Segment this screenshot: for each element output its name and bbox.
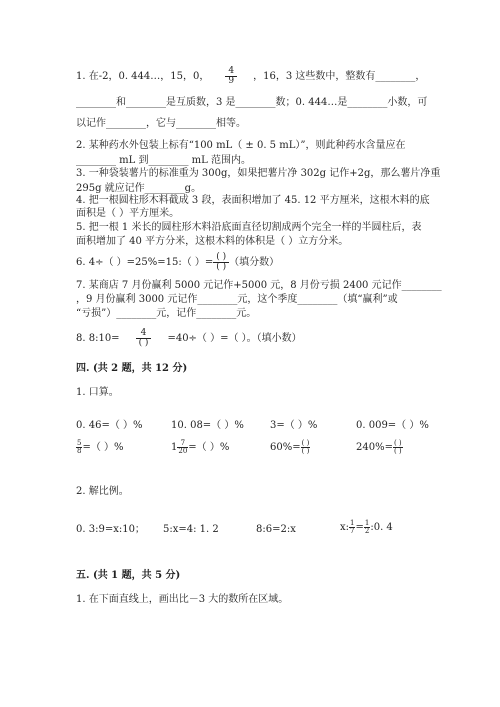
calc-0-009: 0. 009=（ ）% (356, 420, 429, 431)
q7-line3: “亏损”）________元，记作________元。 (76, 308, 257, 319)
fraction-5-8: $\frac{5}{8}$ (77, 439, 82, 455)
calc-240-percent-text: 240%= (356, 442, 393, 453)
section-4-title: 四. (共 2 题，共 12 分) (76, 363, 188, 374)
q7-line2: ，9 月份赢利 3000 元记作________元，这个季度________（填“赢利”或 (76, 294, 398, 305)
proportion-4-post: :0. 4 (370, 522, 393, 533)
calc-1-7-20-text: =（ ）% (188, 442, 230, 453)
q1-line1-text-a: 1. 在-2，0. 444…，15，0， (76, 71, 210, 82)
q1-line2: ________和________是互质数，3 是________数；0. 444…是________小数，可 (76, 97, 428, 108)
q2-line1: 2. 某种药水外包装上标有“100 mL（ ± 0. 5 mL）”，则此种药水含量应在 (76, 140, 406, 151)
proportion-4-pre: x: (340, 522, 350, 533)
section-4-q1-title: 1. 口算。 (76, 387, 119, 398)
blank-fraction: $\frac{( )}{( )}$ (393, 439, 402, 455)
calc-1-7-20 (171, 440, 229, 455)
fraction-1-7: $\frac{1}{7}$ (350, 519, 355, 535)
q8-line (76, 329, 302, 348)
q2-line2: ________ mL 到________ mL 范围内。 (76, 155, 251, 166)
calc-240-percent (356, 440, 403, 455)
q4-line2: 面积是（ ）平方厘米。 (76, 208, 180, 219)
q5-line2: 面积增加了 40 平方分米，这根木料的体积是（ ）立方分米。 (76, 236, 349, 247)
calc-5-8-text: =（ ）% (82, 442, 124, 453)
calc-5-8 (76, 440, 124, 455)
proportion-3: 8:6=2:x (256, 524, 296, 535)
proportion-4 (340, 520, 393, 535)
calc-3: 3=（ ）% (270, 420, 318, 431)
q5-line1: 5. 把一根 1 米长的圆柱形木料沿底面直径切割成两个完全一样的半圆柱后，表 (76, 222, 422, 233)
q8-text-a: 8. 8:10= (76, 333, 120, 344)
calc-0-46: 0. 46=（ ）% (76, 420, 143, 431)
calc-60-percent-text: 60%= (270, 442, 301, 453)
fraction-4-9: $\frac{4}{9}$ (225, 67, 237, 86)
q3-line2: 295g 就应记作________g。 (76, 183, 202, 194)
q4-line1: 4. 把一根圆柱形木料截成 3 段，表面积增加了 45. 12 平方厘米，这根木料的底 (76, 195, 430, 206)
proportion-2: 5:x=4: 1. 2 (163, 524, 219, 535)
q7-line1: 7. 某商店 7 月份赢利 5000 元记作+5000 元，8 月份亏损 2400 元记作________ (76, 280, 442, 291)
section-5-q1: 1. 在下面直线上，画出比－3 大的数所在区域。 (76, 594, 289, 605)
q3-line1: 3. 一种袋装薯片的标准重为 300g，如果把薯片净 302g 记作+2g，那么薯片净重 (76, 168, 441, 179)
mixed-integer: 1 (171, 442, 178, 453)
proportion-4-eq: = (355, 522, 364, 533)
q6-text-b: （填分数） (229, 257, 280, 268)
q8-text-b: =40÷（ ）=（ ）。（填小数） (167, 333, 302, 344)
fraction-7-20: $\frac{7}{20}$ (178, 439, 188, 455)
fraction-1-2: $\frac{1}{2}$ (364, 519, 370, 535)
q1-line3: 以记作________，它与________相等。 (76, 118, 246, 129)
section-4-q2-title: 2. 解比例。 (76, 486, 129, 497)
q1-line1 (76, 67, 425, 86)
section-5-title: 五. (共 1 题，共 5 分) (76, 570, 181, 581)
proportion-1: 0. 3:9=x:10； (76, 524, 145, 535)
calc-10-08: 10. 08=（ ）% (171, 420, 244, 431)
q6-line (76, 253, 279, 272)
q6-fraction: $\frac{( )}{( )}$ (213, 253, 229, 272)
calc-60-percent (270, 440, 310, 455)
q1-line1-text-b: ，16，3 这些数中，整数有________， (253, 71, 426, 82)
q8-fraction: $\frac{4}{( )}$ (136, 329, 152, 348)
blank-fraction: $\frac{( )}{( )}$ (301, 439, 310, 455)
q6-text-a: 6. 4÷（ ）=25%=15:（ ）= (76, 257, 214, 268)
